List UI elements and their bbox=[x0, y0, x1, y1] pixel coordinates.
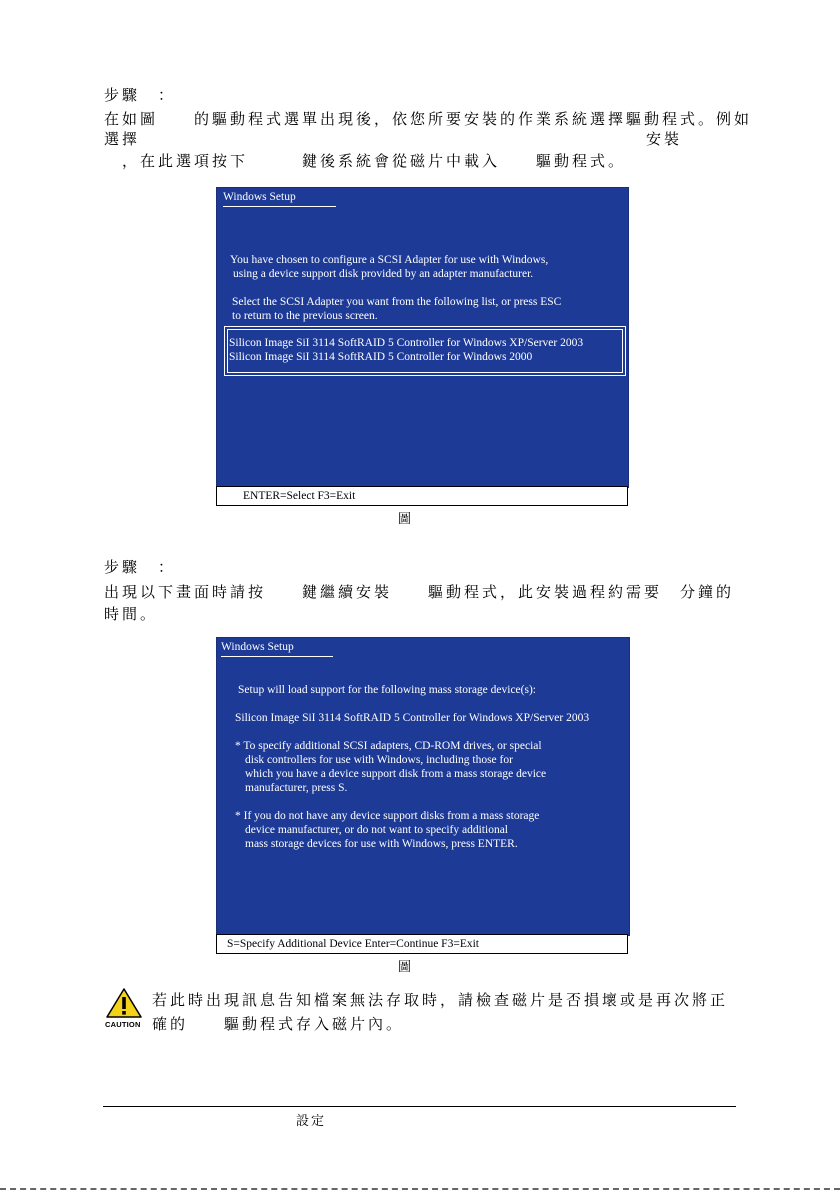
select-line-1: Select the SCSI Adapter you want from the following list, or press ESC bbox=[232, 296, 562, 308]
step2-heading: 步驟 ： bbox=[104, 558, 177, 576]
step1-heading: 步驟 ： bbox=[104, 86, 177, 104]
caution-line2: 確的 驅動程式存入磁片內。 bbox=[152, 1015, 405, 1033]
bullet2-line1: * If you do not have any device support disks from a mass storage bbox=[235, 810, 540, 822]
device-line: Silicon Image SiI 3114 SoftRAID 5 Controller for Windows XP/Server 2003 bbox=[235, 712, 590, 724]
bullet2-line3: mass storage devices for use with Windows, press ENTER. bbox=[245, 838, 518, 850]
status-bar bbox=[216, 486, 628, 506]
intro-line-2: using a device support disk provided by an adapter manufacturer. bbox=[233, 268, 534, 280]
step2-line1: 出現以下畫面時請按 鍵繼續安裝 驅動程式，此安裝過程約需要 分鐘的 bbox=[104, 583, 735, 601]
bullet1-line2: disk controllers for use with Windows, including those for bbox=[245, 754, 513, 766]
screen-title: Windows Setup bbox=[221, 641, 333, 657]
step1-line3: ，在此選項按下 鍵後系統會從磁片中載入 驅動程式。 bbox=[104, 152, 627, 170]
adapter-option[interactable]: Silicon Image SiI 3114 SoftRAID 5 Controller for Windows XP/Server 2003 bbox=[229, 337, 584, 349]
select-line-2: to return to the previous screen. bbox=[232, 310, 378, 322]
status-text: ENTER=Select F3=Exit bbox=[243, 490, 356, 502]
status-text: S=Specify Additional Device Enter=Continue F3=Exit bbox=[227, 938, 479, 950]
status-bar bbox=[216, 934, 628, 954]
figure-caption: 圖 bbox=[398, 960, 412, 975]
intro-line-1: You have chosen to configure a SCSI Adapter for use with Windows, bbox=[230, 254, 549, 266]
footer-rule bbox=[103, 1106, 736, 1107]
caution-icon bbox=[104, 987, 144, 1031]
step1-line2b: 安裝 bbox=[646, 130, 683, 148]
step1-line1: 在如圖 的驅動程式選單出現後，依您所要安裝的作業系統選擇驅動程式。例如 bbox=[104, 110, 753, 128]
bullet1-line4: manufacturer, press S. bbox=[245, 782, 348, 794]
caution-line1: 若此時出現訊息告知檔案無法存取時，請檢查磁片是否損壞或是再次將正 bbox=[152, 991, 729, 1009]
bottom-divider bbox=[0, 1188, 840, 1190]
step2-line2: 時間。 bbox=[104, 605, 159, 623]
driver-select-screen bbox=[216, 187, 629, 488]
bullet2-line2: device manufacturer, or do not want to specify additional bbox=[245, 824, 508, 836]
step1-line2a: 選擇 bbox=[104, 130, 141, 148]
load-support-screen bbox=[216, 637, 630, 936]
info-line: Setup will load support for the following mass storage device(s): bbox=[238, 684, 536, 696]
caution-label: CAUTION bbox=[105, 1020, 141, 1029]
bullet1-line3: which you have a device support disk from a mass storage device bbox=[245, 768, 547, 780]
adapter-option[interactable]: Silicon Image SiI 3114 SoftRAID 5 Controller for Windows 2000 bbox=[229, 351, 533, 363]
bullet1-line1: * To specify additional SCSI adapters, CD-ROM drives, or special bbox=[235, 740, 542, 752]
screen-title: Windows Setup bbox=[223, 191, 336, 207]
figure-caption: 圖 bbox=[398, 512, 412, 527]
footer-text: 設定 bbox=[296, 1114, 327, 1129]
